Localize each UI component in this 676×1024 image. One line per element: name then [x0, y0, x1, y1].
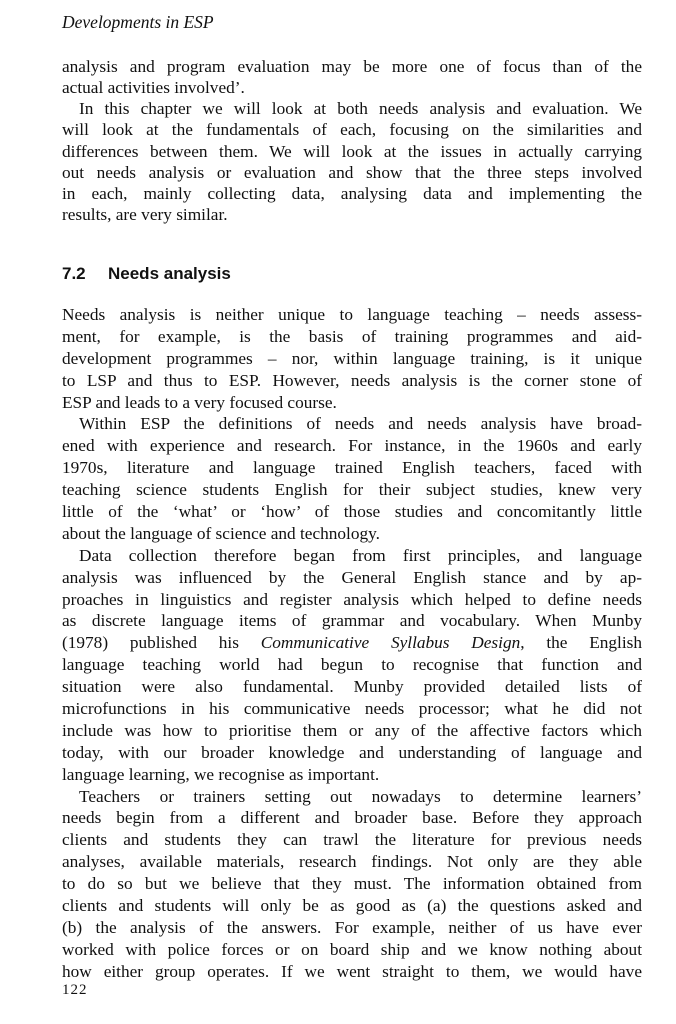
text-run: analysis and program evaluation may be more one of focus than of the [62, 57, 642, 76]
text-run: Within ESP the definitions of needs and needs analysis have broad- [79, 414, 642, 434]
text-line [62, 610, 642, 632]
text-line [62, 698, 642, 720]
text-run: needs begin from a different and broader base. Before they approach [62, 808, 642, 828]
text-run: proaches in linguistics and register analysis which helped to define needs [62, 589, 642, 609]
text-run: (1978) published his [62, 633, 261, 653]
text-line [62, 56, 642, 77]
text-run: ESP and leads to a very focused course. [62, 392, 337, 412]
text-line [62, 807, 642, 829]
text-run: analysis was influenced by the General English stance and by ap- [62, 567, 642, 587]
book-title: Communicative Syllabus Design [260, 633, 521, 653]
text-line [62, 961, 642, 983]
text-line [62, 895, 642, 917]
text-run: little of the ‘what’ or ‘how’ of those studies and concomitantly little [62, 502, 642, 522]
text-line [62, 183, 642, 204]
text-run: microfunctions in his communicative needs processor; what he did not [62, 699, 642, 719]
text-run: analyses, available materials, research findings. Not only are they able [62, 852, 642, 872]
text-line [62, 873, 642, 895]
text-line [62, 435, 642, 457]
text-run: teaching science students English for their subject studies, knew very [62, 480, 642, 500]
text-run: actual activities involved’. [62, 78, 245, 98]
text-line [62, 851, 642, 873]
text-line [62, 742, 642, 764]
text-run: language teaching world had begun to recognise that function and [62, 655, 642, 675]
text-run: how either group operates. If we went straight to them, we would have [62, 961, 642, 981]
text-run: as discrete language items of grammar and vocabulary. When Munby [62, 611, 642, 631]
text-run: language learning, we recognise as important. [62, 764, 380, 784]
text-run: In this chapter we will look at both needs analysis and evaluation. We [79, 99, 642, 119]
text-line [62, 501, 642, 523]
text-line [62, 326, 642, 348]
text-run: will look at the fundamentals of each, focusing on the similarities and [62, 120, 642, 140]
text-run: out needs analysis or evaluation and show that the three steps involved [62, 162, 642, 182]
text-line [62, 567, 642, 589]
text-run: about the language of science and technology. [62, 523, 380, 543]
section-number: 7.2 [62, 264, 86, 283]
text-line [62, 141, 642, 162]
text-run: today, with our broader knowledge and understanding of language and [62, 742, 642, 762]
intro-text-block [62, 56, 642, 225]
text-run: ened with experience and research. For instance, in the 1960s and early [62, 436, 642, 456]
text-line [62, 98, 642, 119]
text-line [62, 632, 642, 654]
text-run: Teachers or trainers setting out nowadays to determine learners’ [79, 786, 642, 806]
text-line [62, 392, 642, 414]
text-run: situation were also fundamental. Munby provided detailed lists of [62, 677, 642, 697]
text-line [62, 545, 642, 567]
text-line [62, 676, 642, 698]
text-line [62, 204, 642, 225]
text-line [62, 523, 642, 545]
text-line [62, 162, 642, 183]
text-run: 1970s, literature and language trained English teachers, faced with [62, 458, 642, 478]
text-run: clients and students will only be as good as (a) the questions asked and [62, 896, 642, 916]
text-run: ment, for example, is the basis of training programmes and aid- [62, 326, 642, 346]
text-run: (b) the analysis of the answers. For example, neither of us have ever [62, 917, 642, 937]
text-run: results, are very similar. [62, 204, 228, 224]
text-run: differences between them. We will look at the issues in actually carrying [62, 141, 642, 161]
text-run: in each, mainly collecting data, analysing data and implementing the [62, 183, 642, 203]
text-run: include was how to prioritise them or any of the affective factors which [62, 720, 642, 740]
text-line [62, 119, 642, 140]
text-run: to LSP and thus to ESP. However, needs analysis is the corner stone of [62, 370, 642, 390]
text-run: Needs analysis is neither unique to language teaching – needs assess- [62, 305, 642, 324]
text-run: Data collection therefore began from first principles, and language [79, 545, 642, 565]
text-line [62, 917, 642, 939]
text-line [62, 720, 642, 742]
text-run: worked with police forces or on board ship and we know nothing about [62, 939, 642, 959]
running-head: Developments in ESP [62, 12, 214, 32]
text-line [62, 370, 642, 392]
text-line [62, 829, 642, 851]
section-heading [62, 264, 231, 284]
text-line [62, 589, 642, 611]
section-title: Needs analysis [108, 264, 231, 283]
text-run: development programmes – nor, within language training, is it unique [62, 348, 642, 368]
text-run: clients and students they can trawl the literature for previous needs [62, 830, 642, 850]
text-run: , the English [520, 633, 643, 653]
text-line [62, 77, 642, 98]
text-line [62, 348, 642, 370]
text-line [62, 764, 642, 786]
text-line [62, 304, 642, 326]
text-line [62, 654, 642, 676]
text-line [62, 786, 642, 808]
text-line [62, 939, 642, 961]
text-line [62, 457, 642, 479]
section-text-block [62, 304, 642, 983]
text-line [62, 479, 642, 501]
text-line [62, 413, 642, 435]
text-run: to do so but we believe that they must. The information obtained from [62, 874, 642, 894]
page-number: 122 [62, 982, 88, 998]
